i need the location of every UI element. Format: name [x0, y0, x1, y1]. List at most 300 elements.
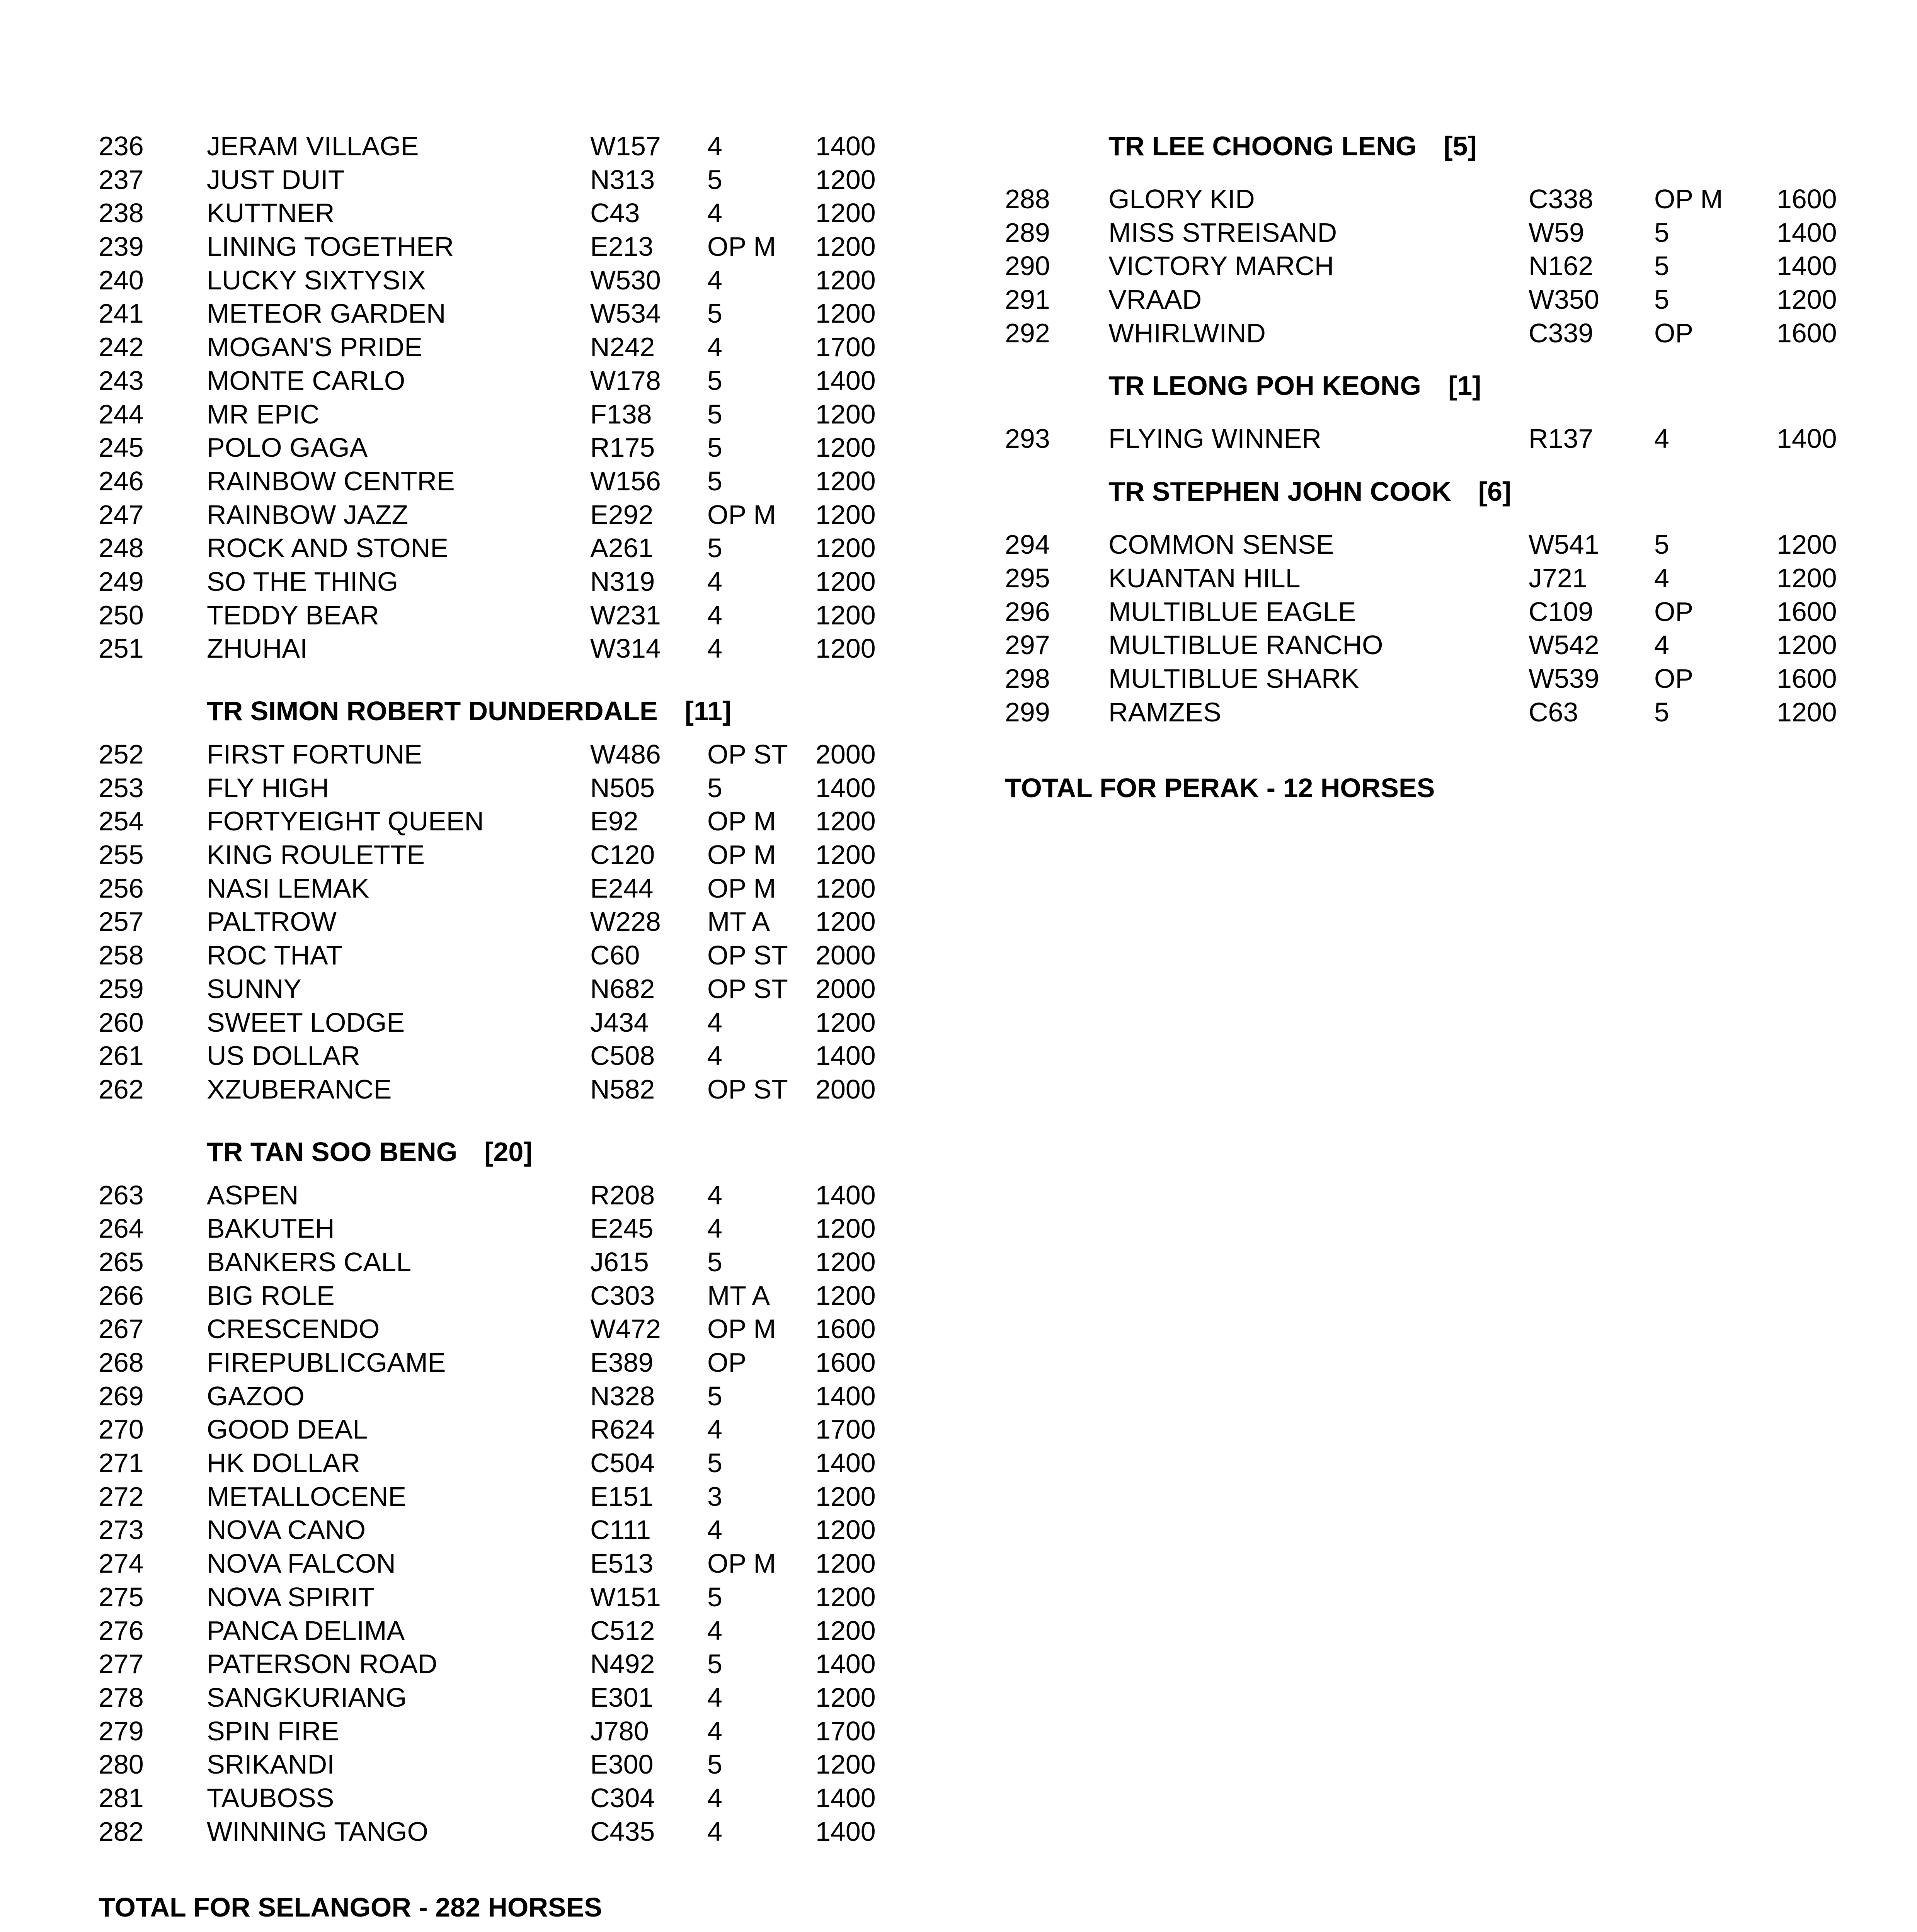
race-distance: 1200 [815, 432, 876, 463]
race-distance: 1200 [815, 466, 876, 496]
horse-code: R624 [590, 1414, 655, 1445]
race-distance: 1400 [815, 1041, 876, 1071]
horse-row [1005, 316, 1894, 350]
horse-row [99, 1446, 910, 1480]
horse-name: SPIN FIRE [207, 1716, 339, 1746]
entry-number: 241 [99, 298, 144, 329]
race-distance: 2000 [815, 973, 876, 1004]
horse-class: OP M [707, 1314, 776, 1344]
horse-class: 4 [1654, 630, 1669, 660]
horse-name: GAZOO [207, 1381, 305, 1411]
race-distance: 1200 [815, 600, 876, 630]
race-distance: 1400 [815, 772, 876, 803]
entry-number: 255 [99, 840, 144, 870]
horse-code: E292 [590, 499, 654, 530]
entry-number: 288 [1005, 184, 1050, 214]
trainer-heading-leong [1005, 369, 1894, 422]
race-distance: 1600 [1777, 318, 1837, 348]
horse-class: 5 [707, 466, 722, 496]
horse-name: ASPEN [207, 1180, 299, 1210]
horse-class: 4 [707, 1816, 722, 1847]
horse-row [1005, 628, 1894, 662]
entry-number: 254 [99, 806, 144, 837]
horse-name: SANGKURIANG [207, 1682, 407, 1713]
horse-code: N505 [590, 772, 655, 803]
horse-class: 4 [1654, 423, 1669, 454]
race-distance: 2000 [815, 940, 876, 971]
horse-code: J721 [1529, 563, 1587, 593]
horse-row [99, 1006, 910, 1039]
horse-name: NOVA CANO [207, 1515, 366, 1545]
horse-code: N682 [590, 973, 655, 1004]
horse-name: PATERSON ROAD [207, 1649, 438, 1679]
horse-class: 5 [707, 1582, 722, 1612]
horse-row [99, 1714, 910, 1748]
entry-number: 237 [99, 164, 144, 195]
horse-row [99, 804, 910, 838]
race-distance: 1200 [815, 399, 876, 429]
entry-number: 295 [1005, 563, 1050, 593]
horse-row [99, 1413, 910, 1446]
horse-row [99, 632, 910, 665]
horse-row [99, 1647, 910, 1681]
entry-number: 277 [99, 1649, 144, 1679]
horse-class: OP M [707, 499, 776, 530]
horse-row [99, 905, 910, 939]
horse-row [99, 230, 910, 264]
horse-class: 4 [707, 1213, 722, 1244]
horse-code: C508 [590, 1041, 655, 1071]
horse-name: GLORY KID [1108, 184, 1255, 214]
race-distance: 1400 [815, 1180, 876, 1210]
race-distance: 1200 [815, 198, 876, 228]
horse-name: FLYING WINNER [1108, 423, 1321, 454]
race-distance: 1200 [815, 1615, 876, 1646]
horse-code: C111 [590, 1515, 651, 1545]
horse-class: 5 [707, 533, 722, 563]
horse-row [1005, 182, 1894, 216]
horse-code: C339 [1529, 318, 1594, 348]
horse-class: 4 [707, 1414, 722, 1445]
horse-code: C43 [590, 198, 640, 228]
horse-name: POLO GAGA [207, 432, 368, 463]
race-distance: 1200 [815, 1749, 876, 1780]
horse-class: 4 [707, 198, 722, 228]
race-distance: 1200 [1777, 697, 1837, 727]
trainer-heading-tan-soo-beng [99, 1126, 910, 1179]
horse-row [99, 163, 910, 197]
entry-number: 265 [99, 1247, 144, 1277]
horse-name: NOVA SPIRIT [207, 1582, 375, 1612]
entry-number: 278 [99, 1682, 144, 1713]
horse-row [1005, 595, 1894, 629]
horse-code: C120 [590, 840, 655, 870]
horse-class: 4 [707, 1615, 722, 1646]
race-distance: 1200 [815, 1213, 876, 1244]
horse-name: NOVA FALCON [207, 1548, 396, 1579]
horse-code: A261 [590, 533, 654, 563]
horse-class: OP [1654, 596, 1694, 627]
race-distance: 1600 [1777, 184, 1837, 214]
entry-number: 271 [99, 1448, 144, 1478]
horse-class: 4 [707, 1682, 722, 1713]
horse-row [99, 1245, 910, 1279]
race-distance: 1400 [815, 1649, 876, 1679]
horse-name: WINNING TANGO [207, 1816, 428, 1847]
race-distance: 1700 [815, 1716, 876, 1746]
race-distance: 1200 [1777, 630, 1837, 660]
horse-code: E213 [590, 231, 654, 262]
race-distance: 1200 [815, 806, 876, 837]
horse-name: SWEET LODGE [207, 1007, 405, 1037]
horse-list-tan-soo-beng [99, 1179, 910, 1849]
horse-name: CRESCENDO [207, 1314, 380, 1344]
horse-name: SO THE THING [207, 566, 398, 597]
horse-name: RAINBOW JAZZ [207, 499, 409, 530]
horse-name: MULTIBLUE SHARK [1108, 663, 1359, 694]
horse-row [99, 1614, 910, 1648]
horse-row [99, 872, 910, 905]
race-distance: 1200 [815, 840, 876, 870]
horse-class: 5 [707, 399, 722, 429]
entry-number: 242 [99, 332, 144, 362]
entry-number: 247 [99, 499, 144, 530]
race-distance: 1400 [1777, 423, 1837, 454]
horse-name: TAUBOSS [207, 1782, 334, 1813]
horse-row [1005, 249, 1894, 283]
horse-name: US DOLLAR [207, 1041, 360, 1071]
horse-class: 5 [707, 1649, 722, 1679]
horse-class: OP M [707, 1548, 776, 1579]
entry-number: 299 [1005, 697, 1050, 727]
horse-code: W350 [1529, 284, 1599, 315]
horse-name: LUCKY SIXTYSIX [207, 265, 426, 295]
horse-code: C512 [590, 1615, 655, 1646]
horse-row [99, 1681, 910, 1714]
horse-row [99, 1379, 910, 1413]
race-distance: 1400 [1777, 217, 1837, 248]
entry-number: 272 [99, 1481, 144, 1512]
entry-number: 251 [99, 633, 144, 664]
horse-name: JUST DUIT [207, 164, 345, 195]
trainer-horse-count: [20] [484, 1136, 533, 1167]
race-distance: 1200 [815, 873, 876, 903]
horse-row [1005, 283, 1894, 316]
race-distance: 1400 [815, 1448, 876, 1478]
entry-number: 249 [99, 566, 144, 597]
horse-list-selangor [99, 129, 910, 665]
horse-row [99, 771, 910, 805]
horse-class: 5 [707, 772, 722, 803]
horse-name: KUTTNER [207, 198, 335, 228]
race-distance: 1700 [815, 1414, 876, 1445]
horse-row [1005, 696, 1894, 729]
horse-class: OP [1654, 318, 1694, 348]
entry-number: 263 [99, 1180, 144, 1210]
race-distance: 1200 [815, 231, 876, 262]
entry-number: 281 [99, 1782, 144, 1813]
entry-number: 260 [99, 1007, 144, 1037]
horse-row [99, 972, 910, 1006]
horse-code: N582 [590, 1074, 655, 1104]
horse-list-leong [1005, 422, 1894, 456]
race-distance: 1200 [815, 499, 876, 530]
entry-number: 296 [1005, 596, 1050, 627]
horse-code: W314 [590, 633, 661, 664]
horse-class: 4 [707, 1007, 722, 1037]
horse-class: 5 [707, 432, 722, 463]
trainer-heading-dunderdale [99, 685, 910, 738]
entry-number: 240 [99, 265, 144, 295]
horse-row [99, 1073, 910, 1106]
horse-code: C60 [590, 940, 640, 971]
horse-class: 4 [707, 633, 722, 664]
horse-name: WHIRLWIND [1108, 318, 1266, 348]
horse-code: W59 [1529, 217, 1584, 248]
entry-number: 290 [1005, 251, 1050, 281]
horse-name: GOOD DEAL [207, 1414, 368, 1445]
horse-list-lee [1005, 182, 1894, 350]
horse-class: 5 [1654, 529, 1669, 560]
horse-code: W542 [1529, 630, 1599, 660]
entry-number: 246 [99, 466, 144, 496]
trainer-horse-count: [5] [1444, 131, 1477, 161]
entry-number: 262 [99, 1074, 144, 1104]
horse-code: W156 [590, 466, 661, 496]
horse-name: MR EPIC [207, 399, 320, 429]
horse-class: OP ST [707, 739, 788, 769]
horse-name: ZHUHAI [207, 633, 308, 664]
entry-number: 250 [99, 600, 144, 630]
trainer-horse-count: [1] [1448, 371, 1481, 401]
horse-code: W530 [590, 265, 661, 295]
race-distance: 1400 [815, 1816, 876, 1847]
horse-name: MULTIBLUE RANCHO [1108, 630, 1383, 660]
horse-row [1005, 422, 1894, 456]
entry-number: 275 [99, 1582, 144, 1612]
horse-class: 5 [707, 1448, 722, 1478]
total-selangor: TOTAL FOR SELANGOR - 282 HORSES [99, 1892, 602, 1923]
trainer-horse-count: [6] [1478, 476, 1512, 507]
horse-class: 4 [707, 332, 722, 362]
entry-number: 268 [99, 1347, 144, 1378]
entry-number: 257 [99, 906, 144, 937]
horse-row [99, 498, 910, 532]
horse-class: 4 [707, 1716, 722, 1746]
entry-number: 291 [1005, 284, 1050, 315]
right-column [1005, 129, 1894, 805]
horse-row [99, 1748, 910, 1781]
race-distance: 1700 [815, 332, 876, 362]
horse-class: OP M [707, 873, 776, 903]
race-distance: 1200 [815, 1007, 876, 1037]
trainer-name: TR SIMON ROBERT DUNDERDALE [207, 696, 658, 726]
horse-class: OP [707, 1347, 747, 1378]
entry-number: 294 [1005, 529, 1050, 560]
horse-code: N492 [590, 1649, 655, 1679]
horse-code: C63 [1529, 697, 1578, 727]
horse-class: 5 [707, 1247, 722, 1277]
horse-row [1005, 528, 1894, 561]
entry-number: 244 [99, 399, 144, 429]
horse-code: W157 [590, 131, 661, 161]
horse-row [99, 599, 910, 632]
horse-name: MOGAN'S PRIDE [207, 332, 422, 362]
horse-row [99, 531, 910, 565]
race-distance: 1400 [1777, 251, 1837, 281]
horse-class: 5 [1654, 284, 1669, 315]
entry-number: 293 [1005, 423, 1050, 454]
horse-class: 5 [707, 298, 722, 329]
race-distance: 1200 [815, 566, 876, 597]
horse-name: HK DOLLAR [207, 1448, 360, 1478]
entry-number: 280 [99, 1749, 144, 1780]
entry-number: 269 [99, 1381, 144, 1411]
horse-row [99, 398, 910, 431]
horse-code: E245 [590, 1213, 654, 1244]
entry-number: 267 [99, 1314, 144, 1344]
horse-row [99, 1279, 910, 1313]
horse-row [99, 738, 910, 771]
horse-class: 5 [1654, 217, 1669, 248]
horse-row [99, 1039, 910, 1073]
horse-row [99, 939, 910, 972]
horse-code: N328 [590, 1381, 655, 1411]
horse-code: W486 [590, 739, 661, 769]
horse-code: R137 [1529, 423, 1594, 454]
horse-code: E244 [590, 873, 654, 903]
horse-row [99, 464, 910, 498]
horse-code: F138 [590, 399, 652, 429]
trainer-name: TR LEONG POH KEONG [1108, 371, 1421, 401]
horse-row [1005, 216, 1894, 250]
horse-name: MONTE CARLO [207, 365, 405, 396]
horse-list-dunderdale [99, 738, 910, 1106]
horse-code: W178 [590, 365, 661, 396]
horse-class: MT A [707, 906, 770, 937]
entry-number: 270 [99, 1414, 144, 1445]
horse-name: MISS STREISAND [1108, 217, 1337, 248]
race-distance: 1200 [815, 1280, 876, 1311]
horse-row [99, 196, 910, 230]
horse-row [99, 264, 910, 297]
entry-number: 238 [99, 198, 144, 228]
horse-code: E300 [590, 1749, 654, 1780]
entry-number: 258 [99, 940, 144, 971]
horse-name: COMMON SENSE [1108, 529, 1334, 560]
left-column [99, 129, 910, 1932]
race-distance: 1200 [815, 1682, 876, 1713]
horse-code: E151 [590, 1481, 654, 1512]
horse-class: 5 [1654, 697, 1669, 727]
horse-class: MT A [707, 1280, 770, 1311]
horse-code: C504 [590, 1448, 655, 1478]
horse-name: VRAAD [1108, 284, 1202, 315]
race-distance: 1200 [815, 1515, 876, 1545]
horse-code: C109 [1529, 596, 1594, 627]
race-distance: 1600 [1777, 663, 1837, 694]
race-distance: 1200 [815, 1582, 876, 1612]
entry-number: 292 [1005, 318, 1050, 348]
horse-code: J434 [590, 1007, 649, 1037]
race-distance: 2000 [815, 739, 876, 769]
horse-row [99, 1480, 910, 1514]
horse-name: BAKUTEH [207, 1213, 335, 1244]
horse-class: 4 [707, 566, 722, 597]
horse-row [99, 1815, 910, 1849]
horse-class: 5 [707, 365, 722, 396]
horse-row [99, 1547, 910, 1580]
entry-number: 245 [99, 432, 144, 463]
horse-class: 4 [707, 1782, 722, 1813]
horse-class: OP ST [707, 973, 788, 1004]
horse-code: R208 [590, 1180, 655, 1210]
horse-name: TEDDY BEAR [207, 600, 380, 630]
race-distance: 1200 [1777, 284, 1837, 315]
trainer-name: TR LEE CHOONG LENG [1108, 131, 1417, 161]
horse-row [99, 838, 910, 872]
horse-name: METALLOCENE [207, 1481, 407, 1512]
horse-class: OP [1654, 663, 1694, 694]
race-distance: 1200 [815, 265, 876, 295]
horse-class: 4 [707, 600, 722, 630]
horse-name: ROC THAT [207, 940, 343, 971]
race-distance: 1200 [815, 1247, 876, 1277]
horse-row [99, 1312, 910, 1346]
horse-class: 4 [707, 1041, 722, 1071]
trainer-name: TR STEPHEN JOHN COOK [1108, 476, 1451, 507]
horse-code: W228 [590, 906, 661, 937]
horse-name: RAMZES [1108, 697, 1221, 727]
race-distance: 1200 [815, 298, 876, 329]
horse-class: 4 [707, 1515, 722, 1545]
horse-name: BANKERS CALL [207, 1247, 412, 1277]
horse-code: N162 [1529, 251, 1594, 281]
entry-number: 273 [99, 1515, 144, 1545]
horse-name: SUNNY [207, 973, 302, 1004]
race-distance: 1200 [815, 906, 876, 937]
horse-name: SRIKANDI [207, 1749, 335, 1780]
race-distance: 1400 [815, 131, 876, 161]
horse-row [99, 129, 910, 163]
horse-code: W472 [590, 1314, 661, 1344]
horse-code: W231 [590, 600, 661, 630]
horse-name: VICTORY MARCH [1108, 251, 1334, 281]
horse-code: W541 [1529, 529, 1599, 560]
race-distance: 1600 [815, 1314, 876, 1344]
race-distance: 1200 [1777, 563, 1837, 593]
entry-number: 261 [99, 1041, 144, 1071]
horse-row [99, 1179, 910, 1212]
race-distance: 1200 [815, 1548, 876, 1579]
horse-class: OP M [707, 806, 776, 837]
race-distance: 1200 [815, 164, 876, 195]
horse-row [99, 330, 910, 364]
horse-code: N313 [590, 164, 655, 195]
race-distance: 1200 [1777, 529, 1837, 560]
horse-name: PALTROW [207, 906, 337, 937]
entry-number: 256 [99, 873, 144, 903]
horse-name: FLY HIGH [207, 772, 329, 803]
horse-class: 5 [1654, 251, 1669, 281]
horse-code: E92 [590, 806, 638, 837]
trainer-heading-lee [1005, 129, 1894, 182]
horse-class: OP ST [707, 1074, 788, 1104]
horse-class: OP ST [707, 940, 788, 971]
horse-code: N319 [590, 566, 655, 597]
horse-code: R175 [590, 432, 655, 463]
horse-code: E513 [590, 1548, 654, 1579]
